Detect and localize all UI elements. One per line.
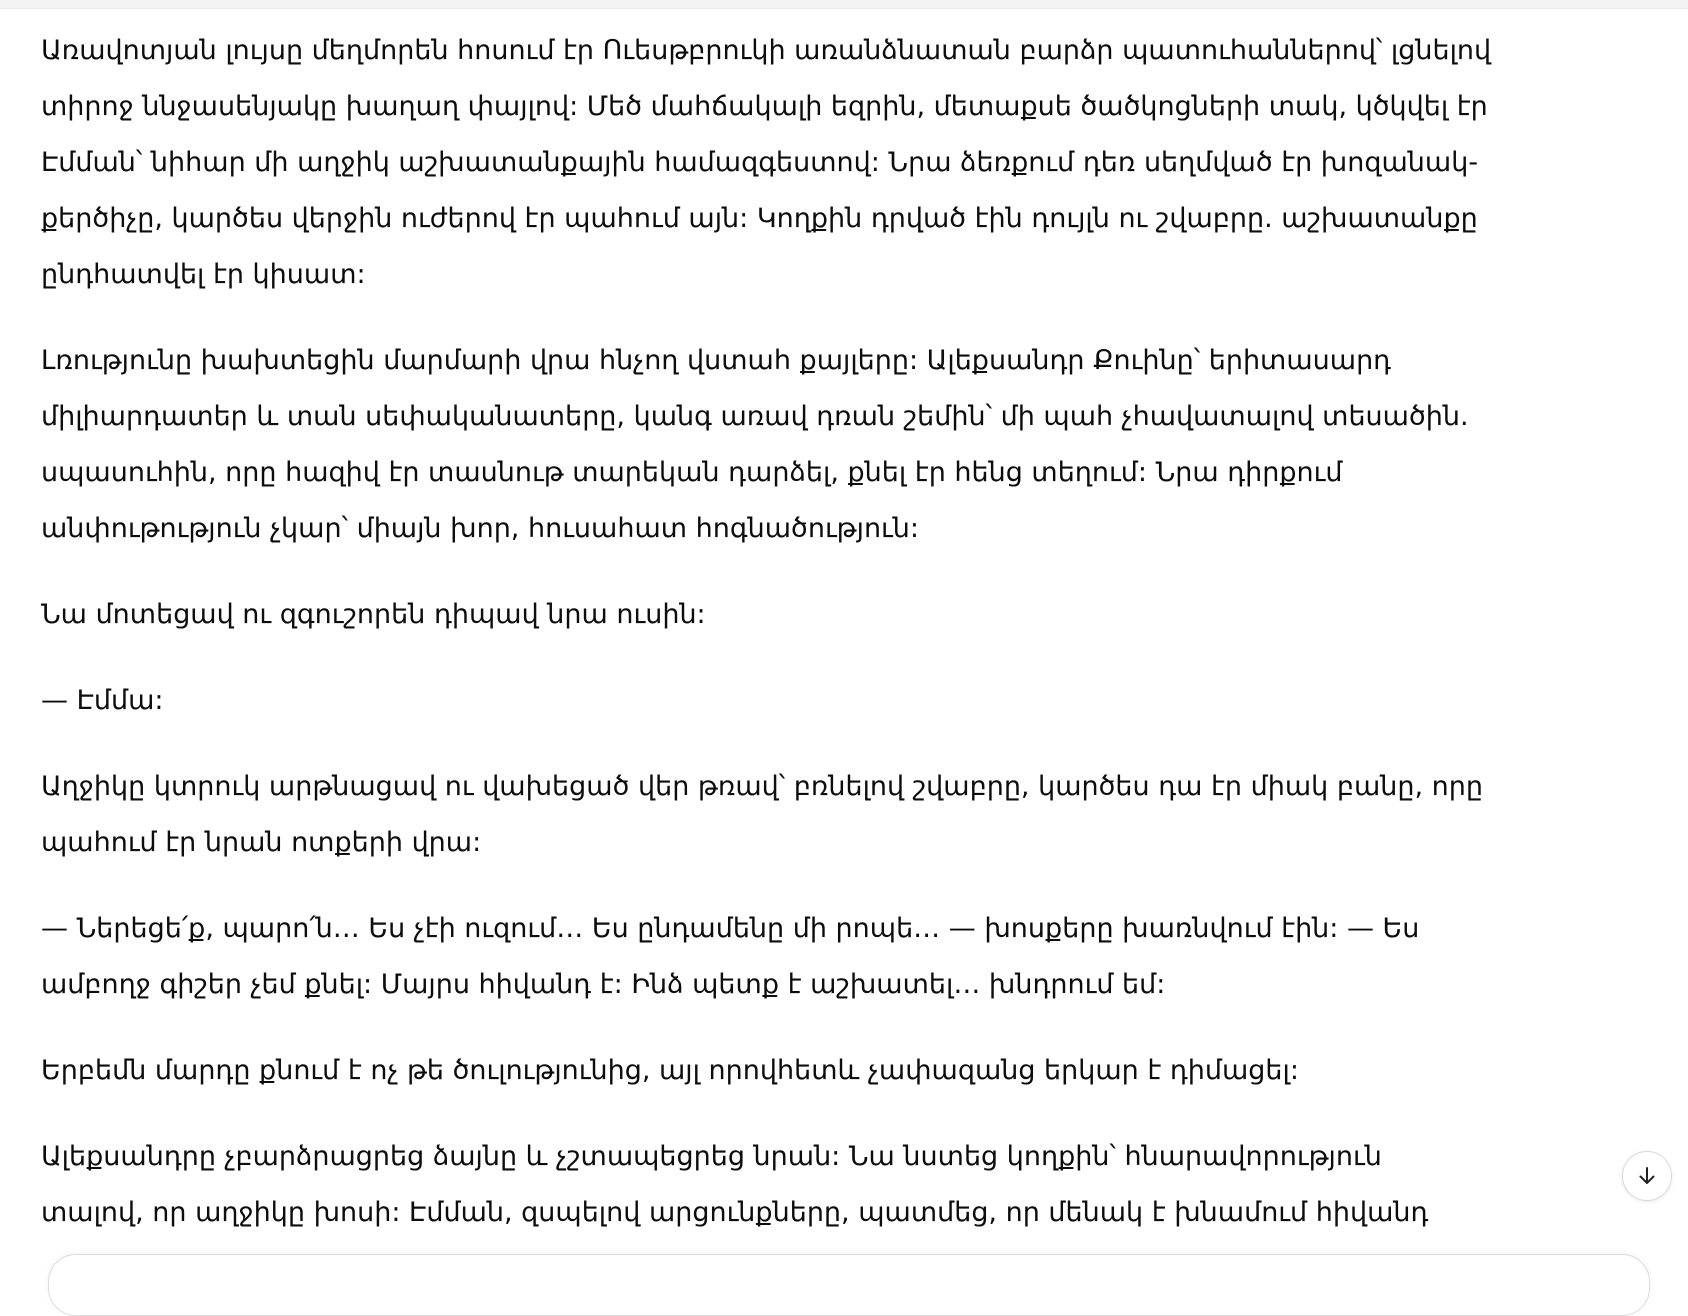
text-line: — Էմմա: <box>41 685 164 716</box>
paragraph <box>41 673 1491 729</box>
text-line: Էմման՝ նիհար մի աղջիկ աշխատանքային համազգեստով: Նրա ձեռքում դեռ սեղմված էր խոզանակ- <box>41 147 1479 178</box>
text-line: տալով, որ աղջիկը խոսի: Էմման, զսպելով արցունքները, պատմեց, որ մենակ է խնամում հիվանդ <box>41 1197 1429 1228</box>
paragraph <box>41 901 1491 1013</box>
text-line: անփութություն չկար՝ միայն խոր, հուսահատ հոգնածություն: <box>41 513 920 544</box>
text-line: ամբողջ գիշեր չեմ քնել: Մայրս հիվանդ է: Ինձ պետք է աշխատել… խնդրում եմ: <box>41 969 1166 1000</box>
message-content <box>41 23 1491 1271</box>
scroll-to-bottom-button[interactable] <box>1622 1151 1672 1201</box>
text-line: քերծիչը, կարծես վերջին ուժերով էր պահում այն: Կողքին դրված էին դույլն ու շվաբրը. աշխատանքը <box>41 203 1478 234</box>
text-line: պահում էր նրան ոտքերի վրա: <box>41 827 482 858</box>
text-line: Առավոտյան լույսը մեղմորեն հոսում էր Ուեսթբրուկի առանձնատան բարձր պատուհաններով՝ լցնելով <box>41 35 1492 66</box>
paragraph <box>41 759 1491 871</box>
text-line: սպասուհին, որը հազիվ էր տասնութ տարեկան դարձել, քնել էր հենց տեղում: Նրա դիրքում <box>41 457 1343 488</box>
text-line: Լռությունը խախտեցին մարմարի վրա հնչող վստահ քայլերը: Ալեքսանդր Քուինը՝ երիտասարդ <box>41 345 1392 376</box>
message-composer[interactable] <box>48 1254 1650 1316</box>
arrow-down-icon <box>1636 1165 1658 1187</box>
paragraph <box>41 23 1491 303</box>
text-line: Երբեմն մարդը քնում է ոչ թե ծուլությունից, այլ որովհետև չափազանց երկար է դիմացել: <box>41 1055 1299 1086</box>
text-line: Ալեքսանդրը չբարձրացրեց ձայնը և չշտապեցրեց նրան: Նա նստեց կողքին՝ հնարավորություն <box>41 1141 1382 1172</box>
paragraph <box>41 587 1491 643</box>
text-line: տիրոջ ննջասենյակը խաղաղ փայլով: Մեծ մահճակալի եզրին, մետաքսե ծածկոցների տակ, կծկվել էր <box>41 91 1488 122</box>
text-line: ընդհատվել էր կիսատ: <box>41 259 366 290</box>
paragraph <box>41 1043 1491 1099</box>
top-bar <box>0 0 1688 9</box>
text-line: — Ներեցե՛ք, պարո՛ն… Ես չէի ուզում… Ես ընդամենը մի րոպե… — խոսքերը խառնվում էին: — Ես <box>41 913 1420 944</box>
text-line: միլիարդատեր և տան սեփականատերը, կանգ առավ դռան շեմին՝ մի պահ չհավատալով տեսածին. <box>41 401 1469 432</box>
text-line: Նա մոտեցավ ու զգուշորեն դիպավ նրա ուսին: <box>41 599 706 630</box>
text-line: Աղջիկը կտրուկ արթնացավ ու վախեցած վեր թռավ՝ բռնելով շվաբրը, կարծես դա էր միակ բանը, որը <box>41 771 1483 802</box>
paragraph <box>41 333 1491 557</box>
paragraph <box>41 1129 1491 1241</box>
